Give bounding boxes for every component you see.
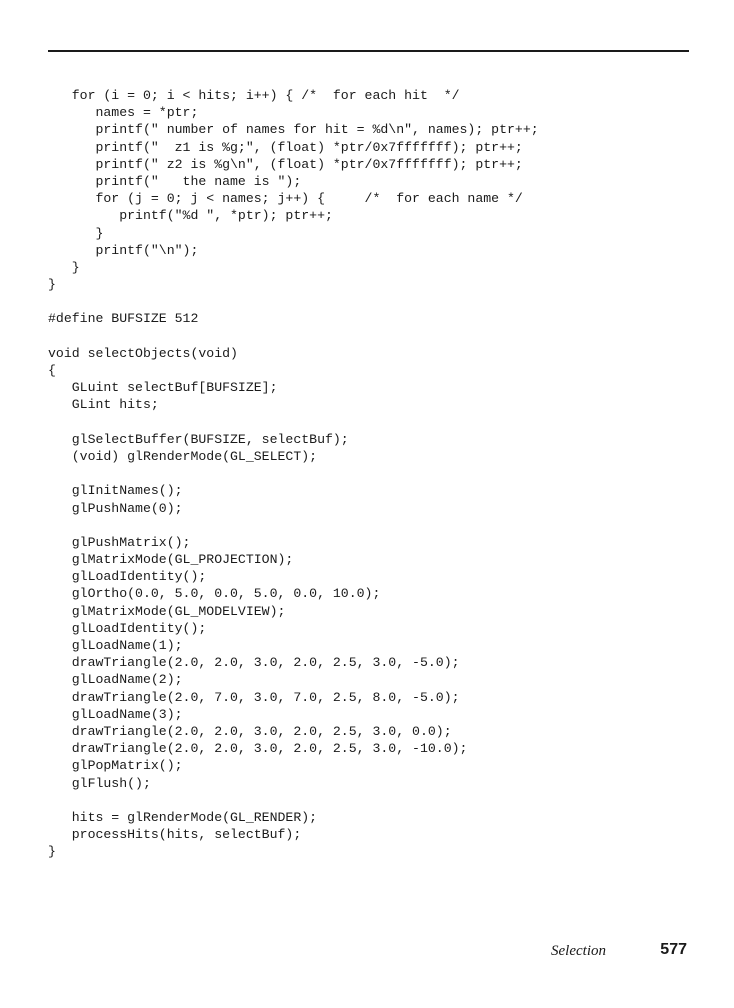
code-line: printf(" number of names for hit = %d\n", names); ptr++;: [48, 122, 539, 138]
code-line: printf(" the name is ");: [48, 173, 302, 189]
code-line: glLoadName(3);: [48, 706, 183, 722]
code-line: [48, 328, 539, 345]
code-line: glLoadIdentity();: [48, 569, 207, 585]
code-line: }: [48, 277, 56, 293]
code-line: (void) glRenderMode(GL_SELECT);: [48, 448, 318, 464]
code-line: glLoadIdentity();: [48, 620, 207, 636]
code-line: drawTriangle(2.0, 2.0, 3.0, 2.0, 2.5, 3.0, 0.0);: [48, 723, 452, 739]
code-line: [48, 414, 539, 431]
code-line: glMatrixMode(GL_MODELVIEW);: [48, 603, 286, 619]
code-line: void selectObjects(void): [48, 345, 238, 361]
code-line: [48, 465, 539, 482]
header-rule: [48, 50, 689, 52]
code-line: glPushMatrix();: [48, 534, 191, 550]
code-line: #define BUFSIZE 512: [48, 311, 199, 327]
code-line: processHits(hits, selectBuf);: [48, 827, 302, 843]
code-line: {: [48, 363, 56, 378]
code-line: for (j = 0; j < names; j++) { /* for each name */: [48, 191, 523, 207]
code-line: glFlush();: [48, 775, 151, 791]
footer-section-title: Selection: [551, 943, 606, 959]
code-line: glLoadName(2);: [48, 672, 183, 688]
code-line: names = *ptr;: [48, 105, 199, 121]
page-number: 577: [660, 941, 687, 958]
code-line: drawTriangle(2.0, 2.0, 3.0, 2.0, 2.5, 3.0, -5.0);: [48, 655, 460, 671]
code-line: printf(" z2 is %g\n", (float) *ptr/0x7fffffff); ptr++;: [48, 156, 523, 172]
code-line: glMatrixMode(GL_PROJECTION);: [48, 552, 294, 568]
code-line: glLoadName(1);: [48, 638, 183, 653]
code-line: glSelectBuffer(BUFSIZE, selectBuf);: [48, 431, 349, 447]
code-line: glPopMatrix();: [48, 758, 183, 774]
code-line: printf("%d ", *ptr); ptr++;: [48, 208, 333, 224]
code-line: glPushName(0);: [48, 500, 183, 516]
code-line: glInitNames();: [48, 483, 183, 499]
code-line: printf(" z1 is %g;", (float) *ptr/0x7fffffff); ptr++;: [48, 139, 523, 155]
code-line: GLuint selectBuf[BUFSIZE];: [48, 380, 278, 396]
code-line: glOrtho(0.0, 5.0, 0.0, 5.0, 0.0, 10.0);: [48, 586, 381, 602]
code-line: drawTriangle(2.0, 7.0, 3.0, 7.0, 2.5, 8.0, -5.0);: [48, 689, 460, 705]
code-line: [48, 517, 539, 534]
code-line: for (i = 0; i < hits; i++) { /* for each hit */: [48, 88, 460, 103]
code-line: [48, 792, 539, 809]
code-line: drawTriangle(2.0, 2.0, 3.0, 2.0, 2.5, 3.0, -10.0);: [48, 741, 468, 757]
code-line: }: [48, 225, 104, 241]
code-line: }: [48, 259, 80, 275]
code-line: }: [48, 844, 56, 860]
code-line: [48, 293, 539, 310]
code-listing: [48, 87, 539, 860]
code-line: GLint hits;: [48, 397, 159, 413]
code-line: printf("\n");: [48, 242, 199, 258]
code-line: hits = glRenderMode(GL_RENDER);: [48, 809, 318, 825]
